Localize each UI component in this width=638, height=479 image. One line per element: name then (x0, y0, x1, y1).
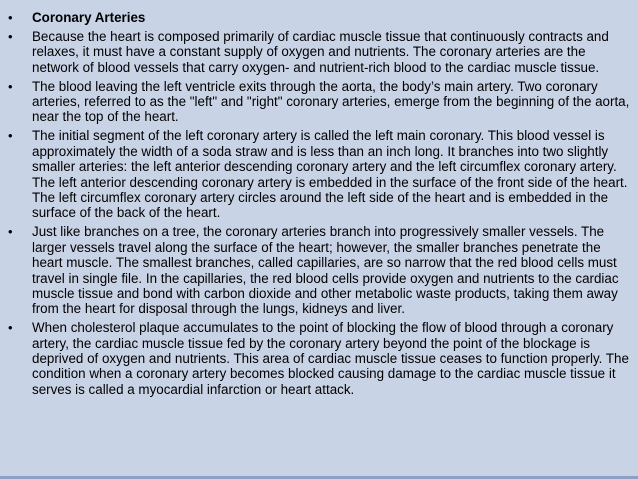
bullet-item-title (8, 10, 634, 25)
bullet-item (8, 128, 634, 220)
bullet-list (8, 10, 634, 401)
bullet-text: When cholesterol plaque accumulates to the point of blocking the flow of blood through a coronary artery, the cardiac muscle tissue fed by the coronary artery beyond the point of the blockage is deprived of oxygen and nutrients. This area of cardiac muscle tissue ceases to function properly. The condition when a coronary artery becomes blocked causing damage to the cardiac muscle tissue it serves is called a myocardial infarction or heart attack. (32, 320, 629, 397)
bullet-text: Because the heart is composed primarily of cardiac muscle tissue that continuously contracts and relaxes, it must have a constant supply of oxygen and nutrients. The coronary arteries are the network of blood vessels that carry oxygen- and nutrient-rich blood to the cardiac muscle tissue. (32, 28, 609, 75)
bullet-item (8, 320, 634, 397)
bullet-text: Just like branches on a tree, the coronary arteries branch into progressively smaller vessels. The larger vessels travel along the surface of the heart; however, the smaller branches penetrate the heart muscle. The smallest branches, called capillaries, are so narrow that the red blood cells must travel in single file. In the capillaries, the red blood cells provide oxygen and nutrients to the cardiac muscle tissue and bond with carbon dioxide and other metabolic waste products, taking them away from the heart for disposal through the lungs, kidneys and liver. (32, 224, 619, 317)
bullet-text: The initial segment of the left coronary artery is called the left main coronary. This blood vessel is approximately the width of a soda straw and is less than an inch long. It branches into two slightly smaller arteries: the left anterior descending coronary artery and the left circumflex coronary artery. The left anterior descending coronary artery is embedded in the surface of the front side of the heart. The left circumflex coronary artery circles around the left side of the heart and is embedded in the surface of the back of the heart. (32, 128, 628, 221)
bullet-item (8, 29, 634, 75)
bullet-dot-icon: • (8, 128, 13, 144)
bullet-item (8, 224, 634, 316)
bullet-dot-icon: • (8, 224, 13, 240)
bullet-text: The blood leaving the left ventricle exits through the aorta, the body’s main artery. Two coronary arteries, referred to as the "left" and "right" coronary arteries, emerge from the beginning of the aorta, near the top of the heart. (32, 78, 630, 125)
bullet-dot-icon: • (8, 78, 13, 94)
bullet-dot-icon: • (8, 10, 13, 25)
bullet-dot-icon: • (8, 320, 13, 336)
slide-title: Coronary Arteries (32, 10, 146, 25)
bullet-dot-icon: • (8, 28, 13, 44)
bullet-item (8, 79, 634, 125)
